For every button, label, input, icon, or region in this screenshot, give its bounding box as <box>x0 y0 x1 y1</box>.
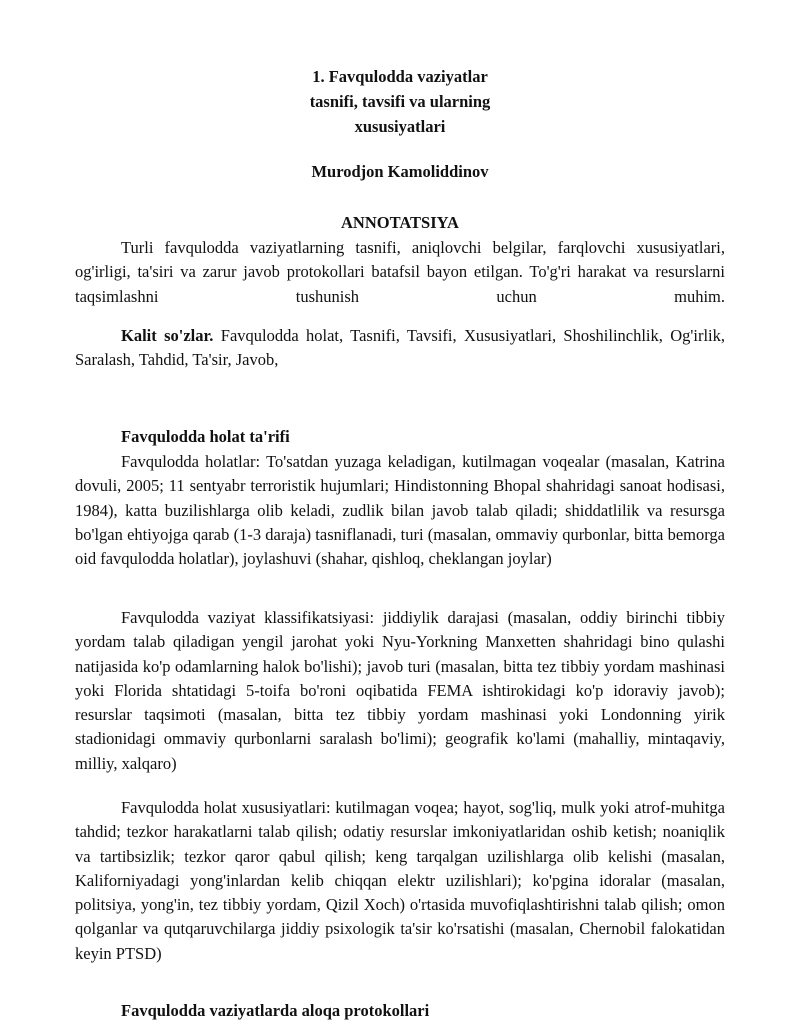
keywords-label: Kalit so'zlar. <box>121 326 214 345</box>
keywords-paragraph <box>75 324 725 373</box>
keywords-text: Favqulodda holat, Tasnifi, Tavsifi, Xususiyatlari, Shoshilinchlik, Og'irlik, Saralash, Tahdid, Ta'sir, Javob, <box>75 326 725 370</box>
author-name: Murodjon Kamoliddinov <box>311 162 489 181</box>
title-line-3: xususiyatlari <box>354 117 446 136</box>
title-line-1: 1. Favqulodda vaziyatlar <box>312 67 488 86</box>
definition-paragraph-1: Favqulodda holatlar: To'satdan yuzaga keladigan, kutilmagan voqealar (masalan, Katrina dovuli, 2005; 11 sentyabr terroristik hujumlari; Hindistonning Bhopal shahridagi sanoat hodisasi, 1984), katta buzilishlarga olib keladi, zudlik bilan javob talab qiladi; shiddatlilik va resursga bo'lgan ehtiyojga qarab (1-3 daraja) tasniflanadi, turi (masalan, ommaviy qurbonlar, bitta bemorga oid favqulodda holatlar), joylashuvi (shahar, qishloq, cheklangan joylar) <box>75 452 725 569</box>
section-heading-definition: Favqulodda holat ta'rifi <box>121 427 290 446</box>
definition-paragraph-3: Favqulodda holat xususiyatlari: kutilmagan voqea; hayot, sog'liq, mulk yoki atrof-muhitga tahdid; tezkor harakatlarni talab qilish; odatiy resurslar imkoniyatlaridan oshib ketish; noaniqlik va tartibsizlik; tezkor qaror qabul qilish; keng tarqalgan uzilishlarga olib kelishi (masalan, Kaliforniyadagi yong'inlardan kelib chiqqan elektr uzilishlari); ko'pgina idoralar (masalan, politsiya, yong'in, tez tibbiy yordam, Qizil Xoch) o'rtasida muvofiqlashtirishni talab qilish; omon qolganlar va qutqaruvchilarga jiddiy psixologik ta'sir ko'rsatishi (masalan, Chernobil falokatidan keyin PTSD) <box>75 798 725 963</box>
definition-paragraph-2: Favqulodda vaziyat klassifikatsiyasi: jiddiylik darajasi (masalan, oddiy birinchi tibbiy yordam talab qiladigan yengil jarohat yoki Nyu-Yorkning Manxetten shahridagi bino qulashi natijasida ko'p odamlarning halok bo'lishi); javob turi (masalan, bitta tez tibbiy yordam mashinasi yoki Florida shtatidagi 5-toifa bo'roni oqibatida FEMA ishtirokidagi ko'p idoraviy javob); resurslar taqsimoti (masalan, bitta tez tibbiy yordam mashinasi yoki Londonning yirik stadionidagi ommaviy qurbonlarni saralash bo'limi); geografik ko'lami (mahalliy, mintaqaviy, milliy, xalqaro) <box>75 608 725 773</box>
title-line-2: tasnifi, tavsifi va ularning <box>309 92 491 111</box>
document-title <box>0 64 800 139</box>
section-heading-communication: Favqulodda vaziyatlarda aloqa protokollari <box>121 1001 430 1020</box>
annotation-paragraph: Turli favqulodda vaziyatlarning tasnifi, aniqlovchi belgilar, farqlovchi xususiyatlari, og'irligi, ta'siri va zarur javob protokollari batafsil bayon etilgan. To'g'ri harakat va resurslarni taqsimlashni tushunish uchun muhim. <box>75 238 725 306</box>
annotation-heading: ANNOTATSIYA <box>341 213 459 232</box>
